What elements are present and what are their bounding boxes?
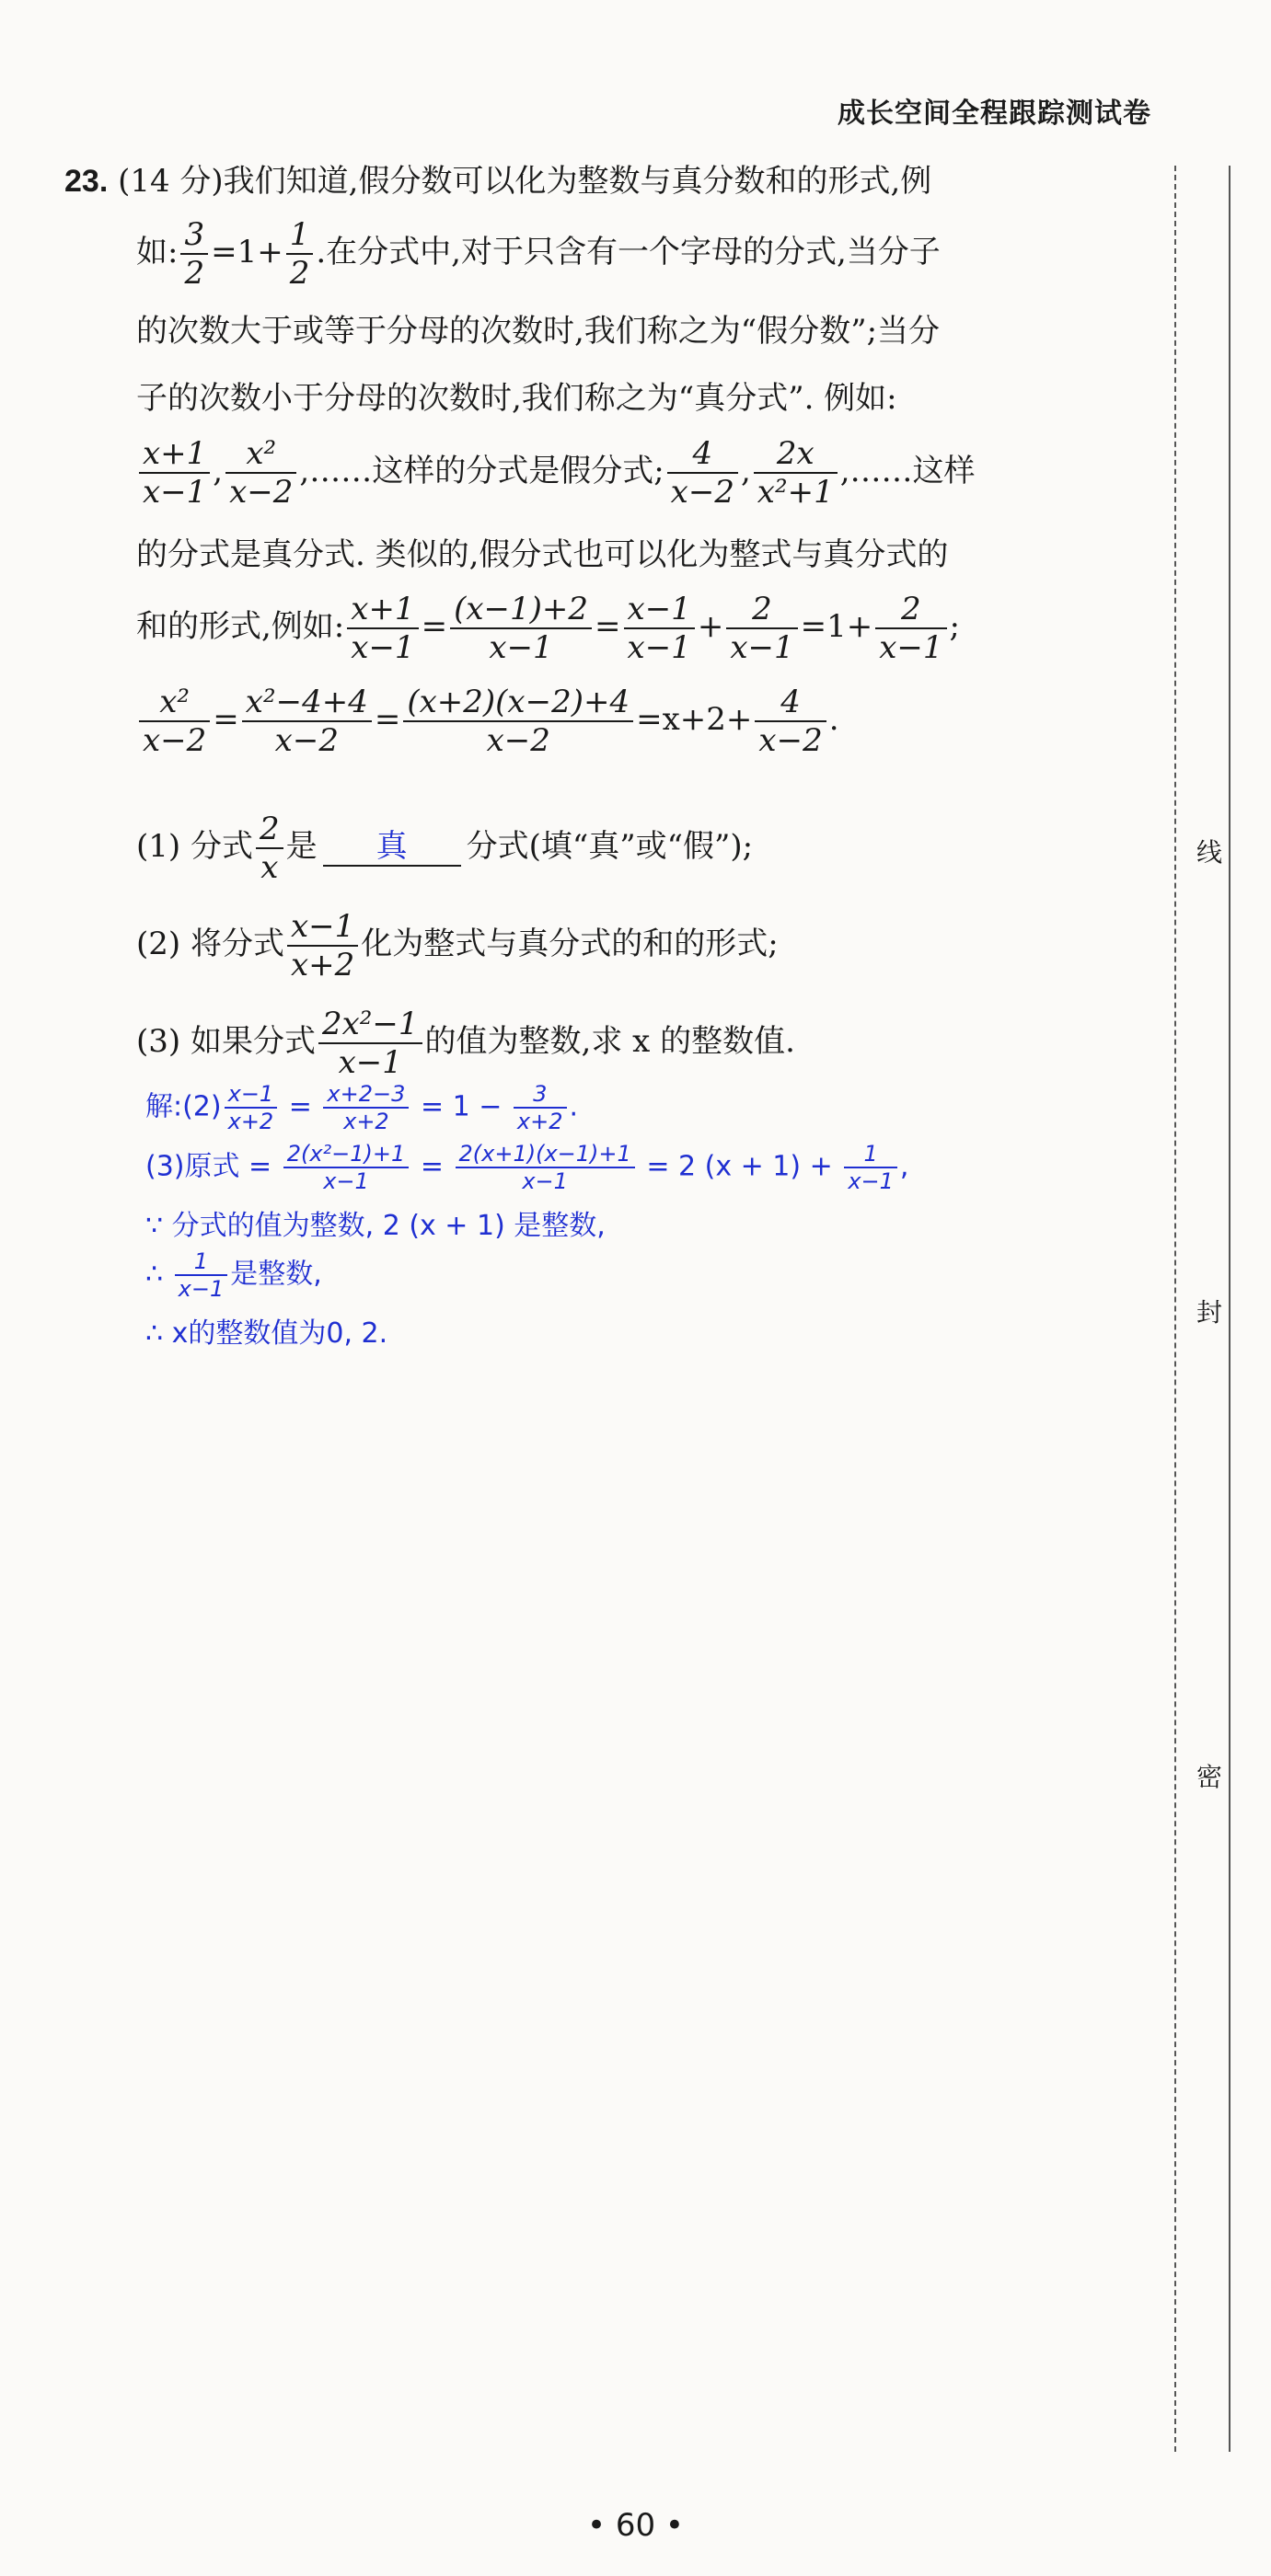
fraction: $\frac{x-1}{x+2}$: [287, 908, 358, 983]
answer-line-4: ∴ $\frac{1}{x-1}$ 是整数,: [145, 1248, 322, 1302]
fraction: $\frac{\text{x²}}{x-2}$: [225, 435, 296, 511]
fraction: $\frac{4}{x-2}$: [667, 435, 738, 511]
fraction: $\frac{\text{2x²−1}}{x-1}$: [318, 1006, 422, 1081]
answer-line-3: ∵ 分式的值为整数, 2 (x + 1) 是整数,: [145, 1210, 606, 1242]
question-part-1: (1) 分式 $\frac{2}{x}$ 是 真 分式(填“真”或“假”);: [136, 811, 754, 886]
question-line-4: 子的次数小于分母的次数时,我们称之为“真分式”. 例如:: [136, 380, 897, 417]
fraction: $\frac{2}{x}$: [256, 811, 283, 886]
answer-blank: 真: [323, 828, 461, 867]
fraction: $\frac{x+2-3}{x+2}$: [323, 1081, 409, 1134]
fraction: $\frac{\text{x²}}{x-2}$: [139, 684, 210, 759]
fraction: $\frac{x+1}{x-1}$: [139, 435, 210, 511]
binding-char-mi: 密: [1196, 1762, 1223, 1792]
fraction: $\frac{x-1}{x+2}$: [225, 1081, 278, 1134]
question-line-1: 23. (14 分)我们知道,假分数可以化为整数与真分数和的形式,例: [64, 163, 932, 200]
binding-dashed-line: [1174, 166, 1176, 2452]
binding-char-feng: 封: [1196, 1297, 1223, 1328]
question-line-8: $\frac{\text{x²}}{x-2}$ = $\frac{\text{x²−4+4}}{x-2}$ = $\frac{(x+2)(x-2)+4}{x-2}$ =x+2+ $\frac{4}{x-2}$ .: [136, 684, 839, 759]
question-line-6: 的分式是真分式. 类似的,假分式也可以化为整式与真分式的: [136, 536, 949, 573]
fraction: $\frac{2}{x-1}$: [875, 591, 946, 666]
fraction: $\frac{2}{x-1}$: [726, 591, 797, 666]
fraction: $\frac{1}{x-1}$: [844, 1141, 897, 1194]
question-part-3: (3) 如果分式 $\frac{\text{2x²−1}}{x-1}$ 的值为整数,求 x 的整数值.: [136, 1006, 795, 1081]
fraction: $\frac{2x}{\text{x²+1}}$: [754, 435, 838, 511]
fraction: $\frac{\text{x²−4+4}}{x-2}$: [242, 684, 372, 759]
fraction: $\frac{(x+2)(x-2)+4}{x-2}$: [403, 684, 633, 759]
question-part-2: (2) 将分式 $\frac{x-1}{x+2}$ 化为整式与真分式的和的形式;: [136, 908, 779, 983]
fraction: $\frac{3}{2}$: [180, 216, 208, 292]
fraction: $\frac{3}{x+2}$: [514, 1081, 567, 1134]
page-header-title: 成长空间全程跟踪测试卷: [838, 98, 1151, 130]
fraction: $\frac{2(x+1)(x-1)+1}{x-1}$: [456, 1141, 635, 1194]
fraction: $\frac{1}{x-1}$: [175, 1248, 228, 1302]
fraction: $\frac{4}{x-2}$: [755, 684, 826, 759]
fraction: $\frac{\text{2(x²−1)+1}}{x-1}$: [283, 1141, 410, 1194]
fraction: $\frac{1}{2}$: [286, 216, 314, 292]
answer-line-2: (3)原式 = $\frac{\text{2(x²−1)+1}}{x-1}$ = $\frac{2(x+1)(x-1)+1}{x-1}$ = 2 (x + 1) + $\frac{1}{x-1}$ ,: [145, 1141, 909, 1194]
question-line-3: 的次数大于或等于分母的次数时,我们称之为“假分数”;当分: [136, 313, 941, 350]
fraction: $\frac{x-1}{x-1}$: [624, 591, 695, 666]
fraction: $\frac{(x-1)+2}{x-1}$: [450, 591, 592, 666]
fraction: $\frac{x+1}{x-1}$: [347, 591, 418, 666]
question-line-2: 如: $\frac{3}{2}$ =1+ $\frac{1}{2}$ .在分式中,对于只含有一个字母的分式,当分子: [136, 216, 941, 292]
binding-char-xian: 线: [1196, 837, 1223, 868]
answer-line-5: ∴ x的整数值为0, 2.: [145, 1317, 388, 1350]
question-number: 23.: [64, 164, 109, 199]
answer-line-1: 解:(2) $\frac{x-1}{x+2}$ = $\frac{x+2-3}{x+2}$ = 1 − $\frac{3}{x+2}$ .: [145, 1081, 579, 1134]
question-line-5: $\frac{x+1}{x-1}$ , $\frac{\text{x²}}{x-2}$ ,……这样的分式是假分式; $\frac{4}{x-2}$ , $\frac{2x}{\text{x²+1}}$ ,……这样: [136, 435, 976, 511]
page-number: • 60 •: [587, 2507, 684, 2544]
binding-solid-line: [1229, 166, 1231, 2452]
question-line-7: 和的形式,例如: $\frac{x+1}{x-1}$ = $\frac{(x-1)+2}{x-1}$ = $\frac{x-1}{x-1}$ + $\frac{2}{x-1}$ =1+ $\frac{2}{x-1}$ ;: [136, 591, 960, 666]
